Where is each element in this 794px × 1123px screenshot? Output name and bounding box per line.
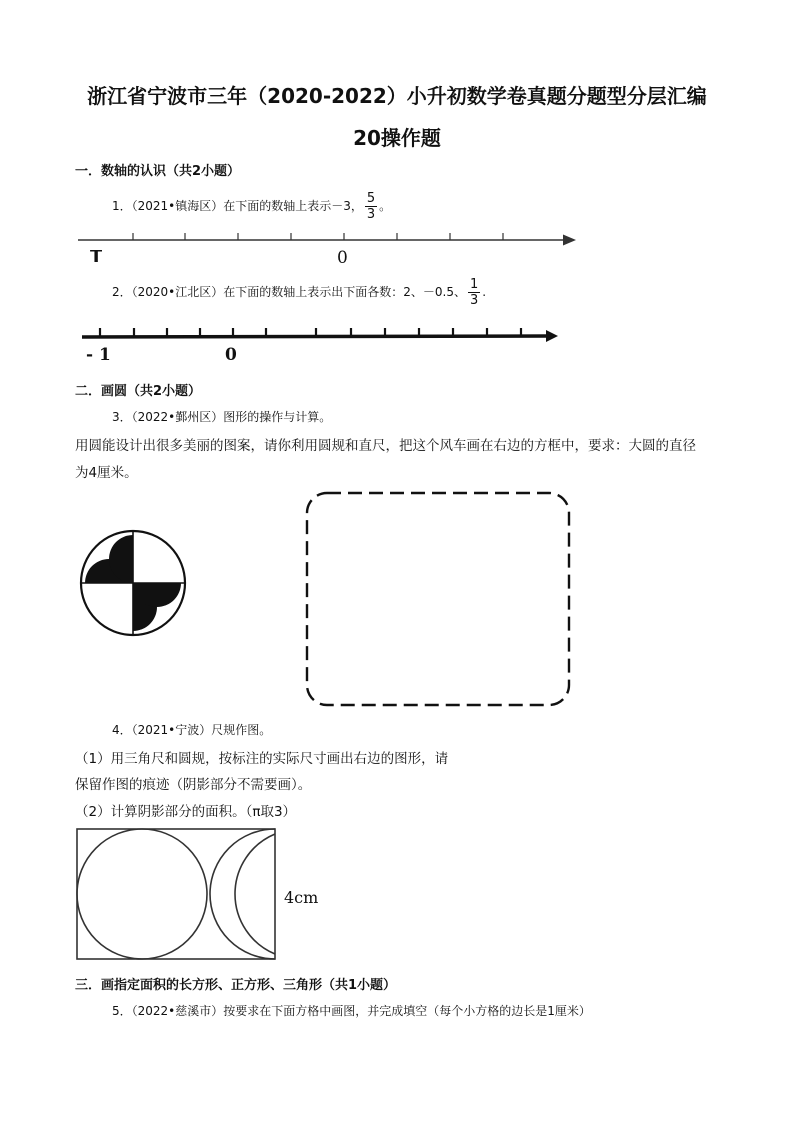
question-2	[112, 274, 486, 310]
question-2-suffix: .	[482, 285, 487, 299]
question-4-part-2: （2）计算阴影部分的面积。（π取3）	[75, 804, 297, 820]
fraction-numerator: 5	[366, 191, 376, 206]
document-title: 浙江省宁波市三年（2020-2022）小升初数学卷真题分题型分层汇编	[87, 84, 707, 108]
question-4-part-1-line-1: （1）用三角尺和圆规，按标注的实际尺寸画出右边的图形，请	[75, 751, 449, 767]
fraction-five-thirds	[365, 191, 377, 222]
fraction-one-third	[468, 277, 480, 308]
axis-2-zero-label: 0	[225, 345, 237, 365]
question-5-title: 5．（2022•慈溪市）按要求在下面方格中画图，并完成填空（每个小方格的边长是1厘米）	[112, 1004, 591, 1018]
axis-1-left-mark: T	[90, 250, 103, 264]
question-3-line-2: 为4厘米。	[75, 465, 138, 481]
number-line-2	[0, 322, 794, 362]
arrow-head-icon	[563, 235, 576, 246]
question-1-suffix: 。	[379, 199, 392, 213]
question-4-part-1-line-2: 保留作图的痕迹（阴影部分不需要画）。	[75, 777, 312, 793]
fraction-denominator: 3	[366, 207, 376, 222]
dimension-label: 4cm	[284, 888, 319, 907]
section-heading-areas: 三．画指定面积的长方形、正方形、三角形（共1小题）	[75, 978, 397, 993]
question-1	[112, 188, 391, 224]
question-1-text: 1．（2021•镇海区）在下面的数轴上表示－3，	[112, 199, 363, 213]
rectangle-circles-figure	[75, 827, 281, 963]
document-subtitle: 20操作题	[353, 126, 441, 150]
section-heading-number-line: 一．数轴的认识（共2小题）	[75, 164, 241, 179]
question-3-title: 3．（2022•鄞州区）图形的操作与计算。	[112, 410, 332, 424]
question-4-title: 4．（2021•宁波）尺规作图。	[112, 723, 272, 737]
section-heading-circles: 二．画圆（共2小题）	[75, 384, 202, 399]
axis-2-neg-one-label: - 1	[86, 345, 111, 365]
number-line-1-ticks	[133, 233, 503, 240]
question-2-text: 2．（2020•江北区）在下面的数轴上表示出下面各数：2、－0.5、	[112, 285, 466, 299]
drawing-box-dashed	[304, 490, 572, 708]
question-3-line-1: 用圆能设计出很多美丽的图案，请你利用圆规和直尺，把这个风车画在右边的方框中，要求：大圆的直径	[75, 438, 696, 454]
fraction-denominator: 3	[469, 293, 479, 308]
axis-1-zero-label: 0	[337, 248, 348, 268]
windmill-figure	[78, 528, 188, 638]
arrow-head-icon	[546, 330, 558, 342]
fraction-numerator: 1	[469, 277, 479, 292]
